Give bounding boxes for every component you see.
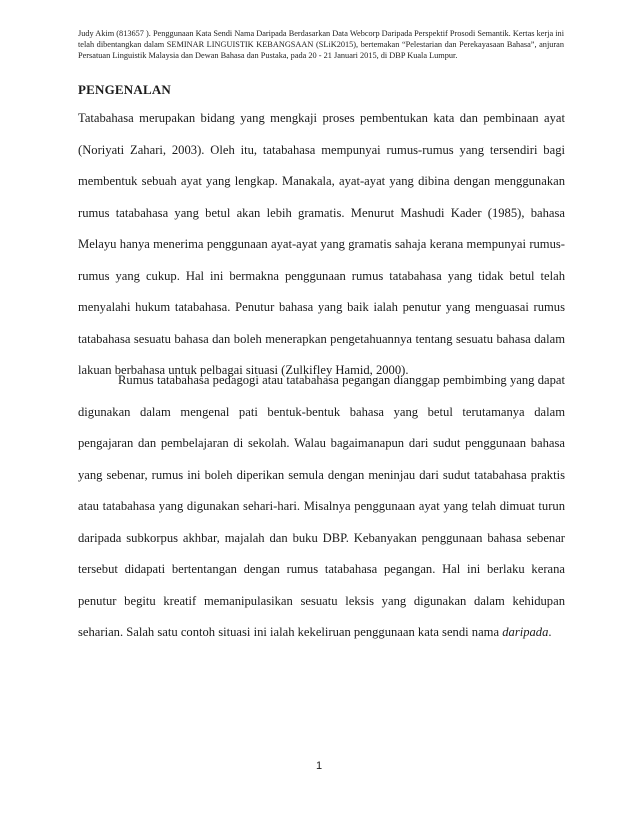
paragraph-2-text: Rumus tatabahasa pedagogi atau tatabahasa pegangan dianggap pembimbing yang dapat digunakan dalam mengenal pati bentuk-bentuk bahasa yang betul terutamanya dalam pengajaran dan pembelajaran di sekolah. Walau bagaimanapun dari sudut penggunaan bahasa yang sebenar, rumus ini boleh diperikan semula dengan meninjau dari sudut tatabahasa praktis atau tatabahasa yang digunakan sehari-hari. Misalnya penggunaan ayat yang telah dimuat turun daripada subkorpus akhbar, majalah dan buku DBP. Kebanyakan penggunaan bahasa sebenar tersebut didapati bertentangan dengan rumus tatabahasa pegangan. Hal ini berlaku kerana penutur begitu kreatif memanipulasikan sesuatu leksis yang digunakan dalam kehidupan seharian. Salah satu contoh situasi ini ialah kekeliruan penggunaan kata sendi nama [78,373,565,639]
paragraph-1: Tatabahasa merupakan bidang yang mengkaji proses pembentukan kata dan pembinaan ayat (Noriyati Zahari, 2003). Oleh itu, tatabahasa mempunyai rumus-rumus yang tersendiri bagi membentuk sebuah ayat yang lengkap. Manakala, ayat-ayat yang dibina dengan menggunakan rumus tatabahasa yang betul akan lebih gramatis. Menurut Mashudi Kader (1985), bahasa Melayu hanya menerima penggunaan ayat-ayat yang gramatis sahaja kerana mempunyai rumus-rumus yang cukup. Hal ini bermakna penggunaan rumus tatabahasa yang tidak betul telah menyalahi hukum tatabahasa. Penutur bahasa yang baik ialah penutur yang menguasai rumus tatabahasa sesuatu bahasa dan boleh menerapkan pengetahuannya tentang sesuatu bahasa dalam lakuan berbahasa untuk pelbagai situasi (Zulkifley Hamid, 2000). [78,111,565,377]
emphasized-term: daripada [502,625,549,639]
section-heading: PENGENALAN [78,82,172,97]
paragraph-2 [78,365,565,649]
running-header: Judy Akim (813657 ). Penggunaan Kata Sendi Nama Daripada Berdasarkan Data Webcorp Daripada Perspektif Prosodi Semantik. Kertas kerja ini telah dibentangkan dalam SEMINAR LINGUISTIK KEBANGSAAN (SLiK2015), bertemakan “Pelestarian dan Perekayasaan Bahasa”, anjuran Persatuan Linguistik Malaysia dan Dewan Bahasa dan Pustaka, pada 20 - 21 Januari 2015, di DBP Kuala Lumpur. [78,29,564,60]
page-number: 1 [315,760,323,772]
paragraph-2-end: . [548,625,552,639]
